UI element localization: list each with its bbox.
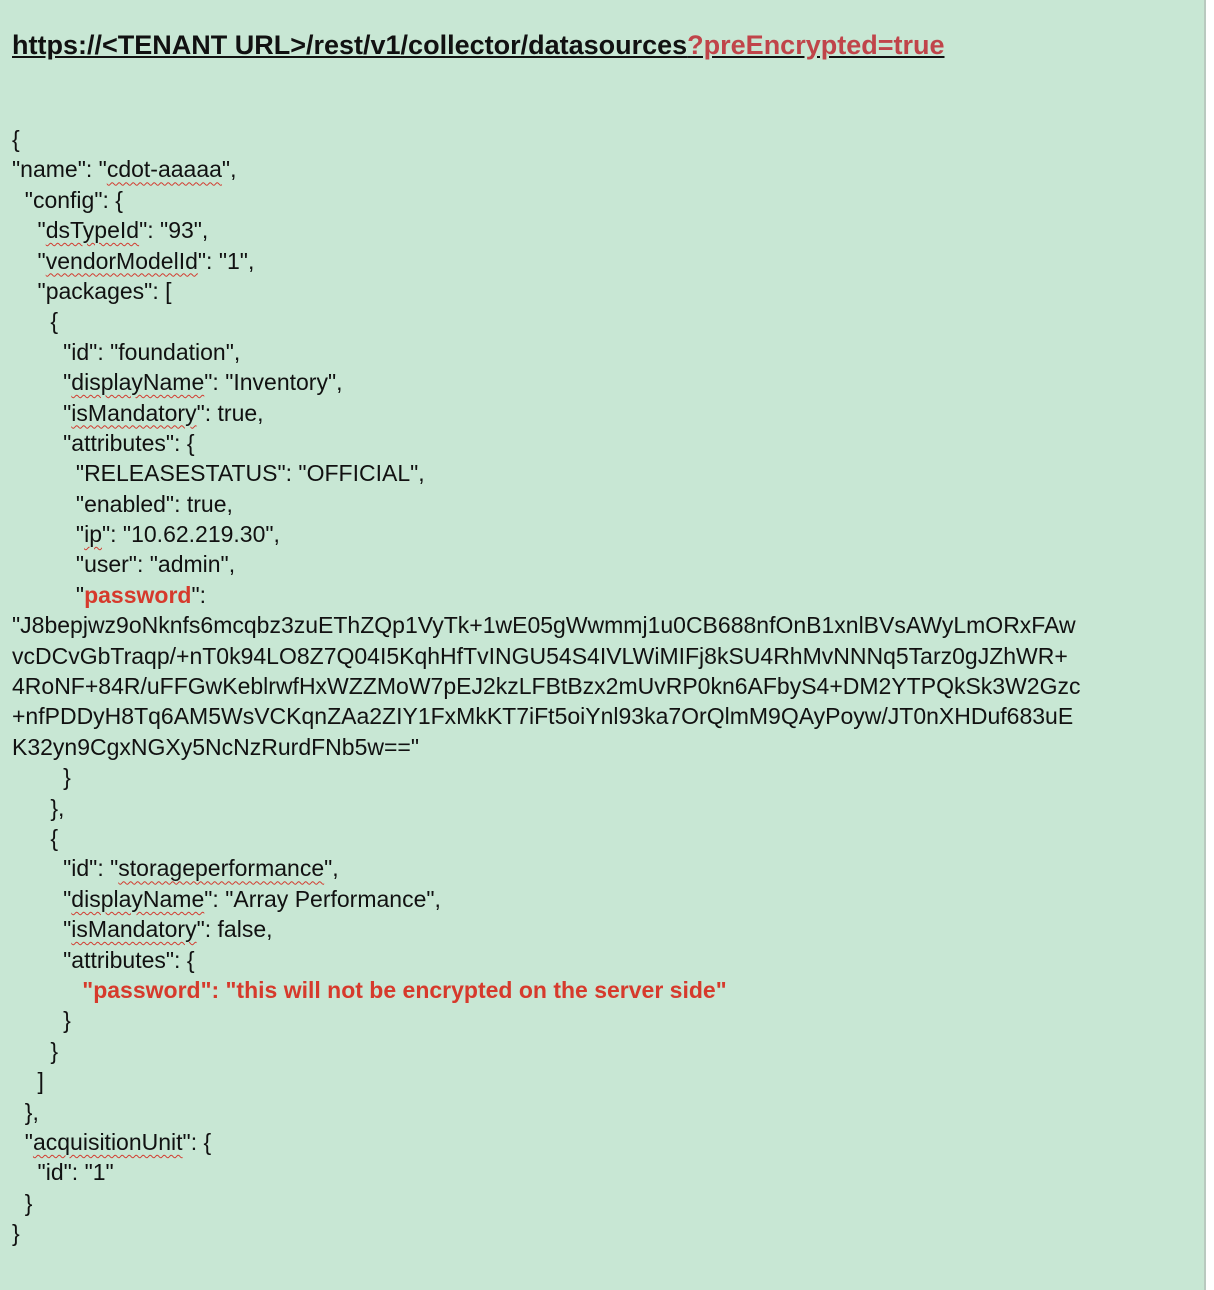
code-line-ismandatory: "isMandatory": false,: [12, 916, 273, 943]
spell-flag: displayName: [71, 885, 205, 912]
code-line: }: [12, 1220, 20, 1247]
encrypted-password-line: vcDCvGbTraqp/+nT0k94LO8Z7Q04I5KqhHfTvINGU54S4IVLWiMIFj8kSU4RhMvNNNq5Tarz0gJZhWR+: [12, 642, 1068, 669]
code-line-acquisition-unit: "acquisitionUnit": {: [12, 1128, 212, 1155]
code-line: "attributes": {: [12, 429, 195, 456]
code-line: },: [12, 1098, 39, 1125]
code-line-displayname: "displayName": "Array Performance",: [12, 885, 441, 912]
code-line: }: [12, 1007, 71, 1034]
code-line: {: [12, 126, 20, 152]
code-line: {: [12, 824, 59, 851]
highlighted-password-note: "password": "this will not be encrypted on the server side": [82, 976, 727, 1003]
code-line: {: [12, 308, 59, 335]
encrypted-password-line: "J8bepjwz9oNknfs6mcqbz3zuEThZQp1VyTk+1wE05gWwmmj1u0CB688nfOnB1xnlBVsAWyLmORxFAw: [12, 612, 1076, 639]
code-line-id: "id": "storageperformance",: [12, 855, 339, 882]
code-line-name: "name": "cdot-aaaaa",: [12, 156, 237, 183]
code-line-password-key: "password":: [12, 581, 207, 608]
spell-flag: isMandatory: [71, 399, 197, 426]
code-line-displayname: "displayName": "Inventory",: [12, 369, 343, 396]
url-base: https://<TENANT URL>/rest/v1/collector/datasources: [12, 30, 688, 60]
code-line-ip: "ip": "10.62.219.30",: [12, 521, 280, 548]
code-line: }: [12, 764, 71, 791]
spell-flag: cdot-aaaaa: [106, 156, 222, 183]
code-line: },: [12, 794, 65, 821]
url-query-param: ?preEncrypted=true: [687, 30, 945, 60]
json-body: [12, 124, 1081, 1248]
encrypted-password-line: +nfPDDyH8Tq6AM5WsVCKqnZAa2ZIY1FxMkKT7iFt5oiYnl93ka7OrQlmM9QAyPoyw/JT0nXHDuf683uE: [12, 703, 1074, 730]
code-line: "attributes": {: [12, 946, 195, 973]
code-line: }: [12, 1037, 59, 1064]
encrypted-password-value: [12, 610, 1081, 762]
spell-flag: ip: [84, 521, 102, 548]
code-line: "config": {: [12, 186, 123, 213]
code-line: }: [12, 1189, 33, 1216]
code-line: "RELEASESTATUS": "OFFICIAL",: [12, 460, 425, 487]
spell-flag: storageperformance: [118, 855, 325, 882]
spell-flag: displayName: [71, 369, 205, 396]
code-line: "user": "admin",: [12, 551, 236, 578]
spell-flag: isMandatory: [71, 916, 197, 943]
endpoint-url[interactable]: [12, 30, 945, 61]
spell-flag: acquisitionUnit: [32, 1128, 183, 1155]
encrypted-password-line: 4RoNF+84R/uFFGwKeblrwfHxWZZMoW7pEJ2kzLFBtBzx2mUvRP0kn6AFbyS4+DM2YTPQkSk3W2Gzc: [12, 673, 1081, 700]
code-line: "packages": [: [12, 277, 172, 304]
code-line: ]: [12, 1068, 44, 1095]
spell-flag: dsTypeId: [45, 217, 140, 244]
code-line: "id": "foundation",: [12, 338, 241, 365]
highlighted-password-key: password: [84, 581, 192, 608]
encrypted-password-line: K32yn9CgxNGXy5NcNzRurdFNb5w==": [12, 733, 419, 760]
code-line-dstype: "dsTypeId": "93",: [12, 217, 209, 244]
code-line: "id": "1": [12, 1159, 114, 1186]
code-line: "enabled": true,: [12, 490, 233, 517]
code-line-ismandatory: "isMandatory": true,: [12, 399, 264, 426]
code-line-vendor: "vendorModelId": "1",: [12, 247, 255, 274]
code-line-password-note: [12, 975, 1081, 1005]
spell-flag: vendorModelId: [45, 247, 198, 274]
